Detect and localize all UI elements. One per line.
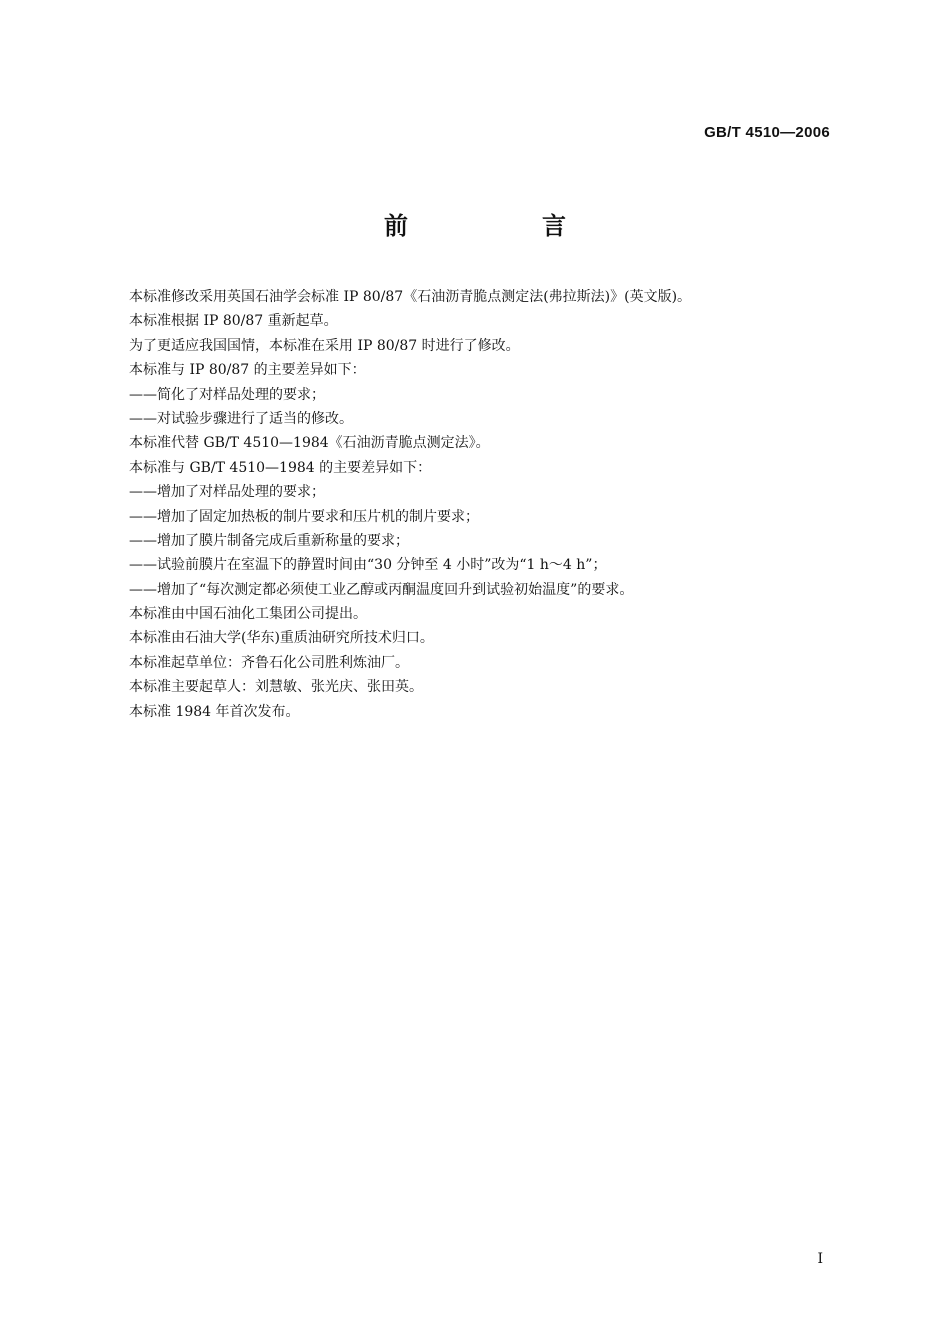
list-item: ——增加了“每次测定都必须使工业乙醇或丙酮温度回升到试验初始温度”的要求。 (129, 581, 634, 598)
paragraph: 本标准根据 IP 80/87 重新起草。 (129, 313, 338, 330)
paragraph: 为了更适应我国国情，本标准在采用 IP 80/87 时进行了修改。 (129, 337, 520, 354)
list-item: ——试验前膜片在室温下的静置时间由“30 分钟至 4 小时”改为“1 h～4 h”； (129, 557, 607, 574)
paragraph: 本标准 1984 年首次发布。 (129, 703, 300, 720)
list-item: ——对试验步骤进行了适当的修改。 (129, 410, 353, 427)
paragraph: 本标准主要起草人：刘慧敏、张光庆、张田英。 (129, 679, 423, 696)
foreword-body (129, 285, 829, 724)
paragraph: 本标准与 IP 80/87 的主要差异如下： (129, 362, 366, 379)
paragraph: 本标准由中国石油化工集团公司提出。 (129, 606, 367, 623)
paragraph: 本标准起草单位：齐鲁石化公司胜利炼油厂。 (129, 654, 409, 671)
list-item: ——增加了对样品处理的要求； (129, 484, 325, 501)
list-item: ——增加了膜片制备完成后重新称量的要求； (129, 532, 409, 549)
paragraph: 本标准修改采用英国石油学会标准 IP 80/87《石油沥青脆点测定法(弗拉斯法)》(英文版)。 (129, 289, 692, 305)
standard-code: GB/T 4510—2006 (704, 124, 830, 141)
paragraph: 本标准与 GB/T 4510—1984 的主要差异如下： (129, 459, 432, 476)
page-title: 前 言 (384, 212, 621, 240)
paragraph: 本标准代替 GB/T 4510—1984《石油沥青脆点测定法》。 (129, 435, 490, 452)
paragraph: 本标准由石油大学(华东)重质油研究所技术归口。 (129, 630, 434, 647)
list-item: ——增加了固定加热板的制片要求和压片机的制片要求； (129, 508, 479, 525)
page-number: I (817, 1251, 823, 1267)
list-item: ——简化了对样品处理的要求； (129, 386, 325, 403)
